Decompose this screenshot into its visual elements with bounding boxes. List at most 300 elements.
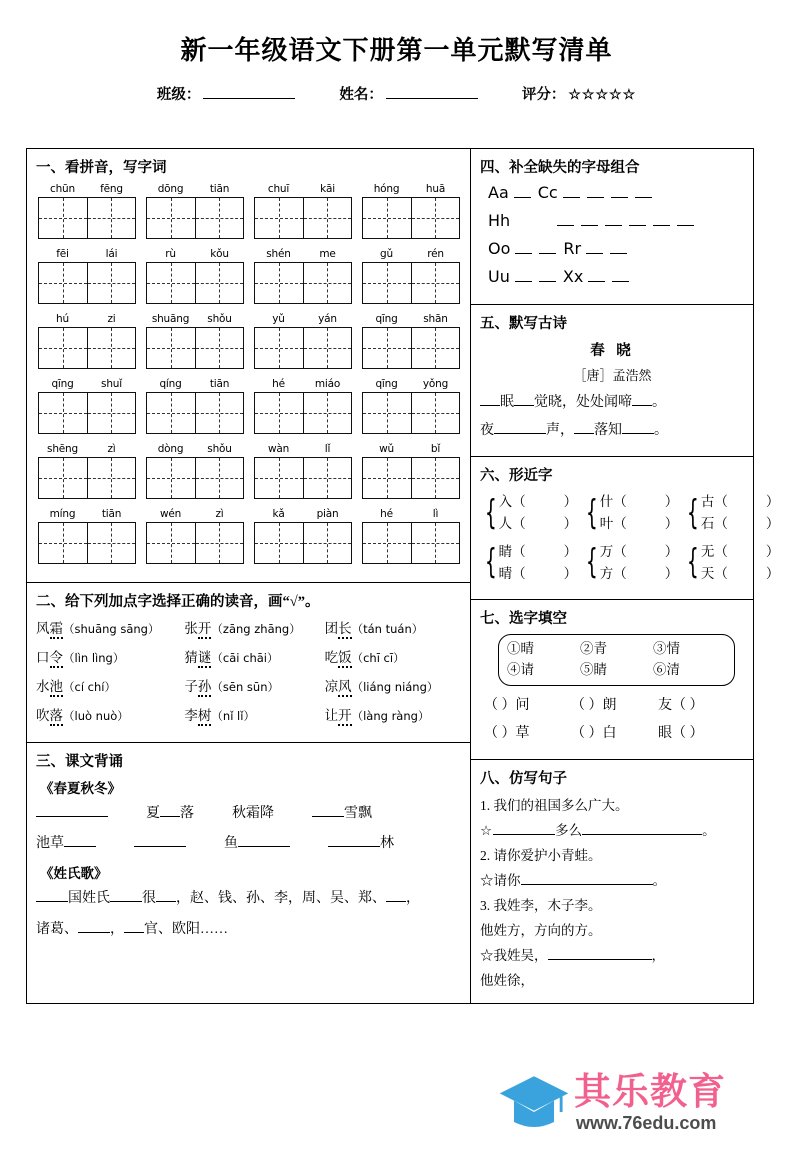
fill-item[interactable]: （ ）白 xyxy=(571,725,617,741)
text1-l1-s3: 落 xyxy=(180,806,194,821)
pinyin-syllable: yán xyxy=(318,313,337,325)
fill-item[interactable]: （ ）朗 xyxy=(571,697,617,713)
letter-blank[interactable] xyxy=(515,243,532,254)
emphasized-char: 开 xyxy=(338,708,352,726)
tianzige-grid[interactable] xyxy=(38,392,136,434)
pinyin-choices[interactable]: （sēn sūn） xyxy=(211,680,280,694)
tianzige-grid[interactable] xyxy=(254,327,352,369)
pinyin-labels xyxy=(146,313,244,325)
letter-blank[interactable] xyxy=(605,215,622,226)
t2-l2a: 诸葛、 xyxy=(36,922,78,937)
text2-line-2 xyxy=(36,918,462,940)
letter-pair: Uu xyxy=(488,267,510,286)
reading-item[interactable] xyxy=(36,675,184,695)
tianzige-cell[interactable] xyxy=(39,393,87,433)
word-prefix: 吃 xyxy=(324,650,339,665)
section-1 xyxy=(27,149,470,582)
tianzige-cell[interactable] xyxy=(303,198,352,238)
fill-line xyxy=(480,694,745,714)
letter-blank[interactable] xyxy=(611,187,628,198)
tianzige-cell[interactable] xyxy=(195,263,244,303)
pinyin-word-group xyxy=(146,183,244,239)
pinyin-syllable: wàn xyxy=(267,443,290,455)
letter-pair: Oo xyxy=(488,239,511,258)
tianzige-cell[interactable] xyxy=(87,198,136,238)
tianzige-cell[interactable] xyxy=(363,328,411,368)
pinyin-labels xyxy=(38,248,136,260)
page-title: 新一年级语文下册第一单元默写清单 xyxy=(180,36,613,65)
tianzige-grid[interactable] xyxy=(38,522,136,564)
tianzige-grid[interactable] xyxy=(254,197,352,239)
word-prefix: 李 xyxy=(184,708,198,723)
reading-item[interactable] xyxy=(36,704,184,724)
tianzige-grid[interactable] xyxy=(146,392,244,434)
char-entry[interactable]: 晴（ ） xyxy=(498,565,578,581)
watermark-brand: 其乐教育 xyxy=(574,1070,726,1112)
tianzige-cell[interactable] xyxy=(39,263,87,303)
pinyin-choices[interactable]: （cí chí） xyxy=(63,680,116,694)
tianzige-grid[interactable] xyxy=(254,262,352,304)
blank[interactable] xyxy=(36,887,68,902)
poem-line-1 xyxy=(480,391,745,411)
right-column xyxy=(471,149,780,1003)
fill-item[interactable]: 友（ ） xyxy=(658,697,704,713)
brace-icon: { xyxy=(586,492,598,533)
tianzige-cell[interactable] xyxy=(363,263,411,303)
pinyin-word-group xyxy=(38,508,136,564)
similar-chars-container xyxy=(480,491,780,584)
brace-icon: { xyxy=(687,492,700,533)
graduation-cap-icon xyxy=(498,1072,570,1132)
char-pair xyxy=(682,491,779,535)
poem-title: 春 晓 xyxy=(590,343,635,359)
pinyin-syllable: qīng xyxy=(375,313,398,325)
pinyin-word-group xyxy=(38,248,136,304)
tianzige-grid[interactable] xyxy=(146,262,244,304)
char-pair xyxy=(581,541,678,585)
letter-blank[interactable] xyxy=(588,271,605,282)
char-entry[interactable]: 无（ ） xyxy=(700,543,780,559)
fill-item[interactable]: 眼（ ） xyxy=(658,725,704,741)
tianzige-cell[interactable] xyxy=(39,198,87,238)
letter-blank[interactable] xyxy=(515,271,532,282)
reading-row xyxy=(36,617,462,637)
emphasized-char: 霜 xyxy=(50,621,64,639)
option-item[interactable]: ⑥清 xyxy=(653,661,680,677)
text1-l2-s3: 鱼 xyxy=(224,836,238,851)
pinyin-syllable: hóng xyxy=(373,183,400,195)
pinyin-choices[interactable]: （liáng niáng） xyxy=(351,680,439,694)
brace-icon: { xyxy=(484,542,497,583)
tianzige-cell[interactable] xyxy=(303,393,352,433)
tianzige-cell[interactable] xyxy=(147,263,195,303)
word-prefix: 水 xyxy=(36,679,50,694)
tianzige-cell[interactable] xyxy=(195,458,244,498)
tianzige-cell[interactable] xyxy=(363,523,411,563)
pinyin-choices[interactable]: （nǐ lǐ） xyxy=(211,709,255,723)
text1-l1-s2: 夏 xyxy=(146,806,160,821)
fill-item[interactable]: （ ）问 xyxy=(484,697,530,713)
section-6-title: 六、形近字 xyxy=(480,468,553,484)
tianzige-cell[interactable] xyxy=(195,328,244,368)
similar-chars-row xyxy=(480,541,780,585)
tianzige-grid[interactable] xyxy=(362,457,460,499)
char-entry[interactable]: 什（ ） xyxy=(599,494,679,509)
section-6 xyxy=(471,456,780,599)
option-item[interactable]: ①晴 xyxy=(507,641,534,657)
blank[interactable] xyxy=(386,887,406,902)
letter-blank[interactable] xyxy=(581,215,598,226)
tianzige-grid[interactable] xyxy=(254,392,352,434)
tianzige-cell[interactable] xyxy=(255,263,303,303)
text1-line-2 xyxy=(36,832,462,852)
pinyin-syllable: lái xyxy=(105,248,118,260)
tianzige-cell[interactable] xyxy=(87,263,136,303)
text2-line-1 xyxy=(36,887,462,909)
pinyin-word-group xyxy=(254,248,352,304)
tianzige-cell[interactable] xyxy=(363,393,411,433)
pinyin-choices[interactable]: （chī cī） xyxy=(351,651,405,665)
char-entry[interactable]: 方（ ） xyxy=(599,565,679,581)
pinyin-syllable: shǒu xyxy=(207,443,232,455)
score-stars: ☆☆☆☆☆ xyxy=(568,88,637,103)
tianzige-grid[interactable] xyxy=(254,457,352,499)
tianzige-cell[interactable] xyxy=(363,458,411,498)
tianzige-cell[interactable] xyxy=(195,523,244,563)
tianzige-cell[interactable] xyxy=(411,263,460,303)
letter-blank[interactable] xyxy=(612,271,629,282)
pinyin-labels xyxy=(38,443,136,455)
letter-blank[interactable] xyxy=(635,187,652,198)
t2-l2c: 官、欧阳…… xyxy=(144,922,228,937)
tianzige-grid[interactable] xyxy=(146,522,244,564)
pinyin-word-group xyxy=(254,378,352,434)
pinyin-syllable: gǔ xyxy=(380,248,393,260)
tianzige-cell[interactable] xyxy=(363,198,411,238)
tianzige-grid[interactable] xyxy=(38,457,136,499)
tianzige-grid[interactable] xyxy=(146,327,244,369)
tianzige-grid[interactable] xyxy=(254,522,352,564)
word-prefix: 口 xyxy=(36,650,50,665)
tianzige-cell[interactable] xyxy=(411,393,460,433)
pinyin-syllable: tiān xyxy=(209,183,230,195)
letter-blank[interactable] xyxy=(563,187,580,198)
poem-l2a: 夜 xyxy=(480,423,494,438)
blank[interactable] xyxy=(493,820,555,835)
pinyin-row xyxy=(36,248,462,304)
blank[interactable] xyxy=(574,419,594,434)
char-entry[interactable]: 石（ ） xyxy=(700,515,780,531)
tianzige-cell[interactable] xyxy=(303,263,352,303)
reading-item[interactable] xyxy=(36,646,184,666)
char-pair xyxy=(480,541,577,585)
tianzige-cell[interactable] xyxy=(87,393,136,433)
tianzige-cell[interactable] xyxy=(255,458,303,498)
letter-blank[interactable] xyxy=(586,243,603,254)
char-entry[interactable]: 睛（ ） xyxy=(498,543,578,559)
fill-blanks-container xyxy=(480,694,745,742)
blank[interactable] xyxy=(514,391,534,406)
pinyin-syllable: rù xyxy=(165,248,176,260)
word-prefix: 猜 xyxy=(184,650,198,665)
pinyin-syllable: shǒu xyxy=(207,313,232,325)
blank[interactable] xyxy=(134,832,186,847)
pinyin-choices[interactable]: （luò nuò） xyxy=(63,709,129,723)
blank[interactable] xyxy=(632,391,652,406)
reading-item[interactable] xyxy=(36,617,184,637)
pinyin-word-group xyxy=(146,378,244,434)
tianzige-cell[interactable] xyxy=(195,393,244,433)
pinyin-labels xyxy=(254,443,352,455)
pinyin-labels xyxy=(362,313,460,325)
blank[interactable] xyxy=(64,832,96,847)
pinyin-syllable: shén xyxy=(266,248,291,260)
tianzige-grid[interactable] xyxy=(362,522,460,564)
pinyin-syllable: shuāng xyxy=(151,313,190,325)
char-entry[interactable]: 叶（ ） xyxy=(599,515,679,531)
reading-item[interactable] xyxy=(325,646,462,666)
letter-blank[interactable] xyxy=(539,243,556,254)
pinyin-syllable: hú xyxy=(56,313,69,325)
text1-l1-s5: 雪飘 xyxy=(344,806,372,821)
name-field xyxy=(339,83,478,104)
pinyin-syllable: fēng xyxy=(100,183,123,195)
tianzige-grid[interactable] xyxy=(146,197,244,239)
pinyin-labels xyxy=(254,508,352,520)
blank[interactable] xyxy=(78,918,110,933)
blank[interactable] xyxy=(160,802,180,817)
text1-line-1 xyxy=(36,802,462,822)
tianzige-cell[interactable] xyxy=(147,458,195,498)
tianzige-cell[interactable] xyxy=(255,393,303,433)
blank[interactable] xyxy=(582,820,702,835)
s8-question-3b: 他姓方，方向的方。 xyxy=(480,922,602,938)
blank[interactable] xyxy=(124,918,144,933)
tianzige-grid[interactable] xyxy=(362,392,460,434)
char-label: 万 xyxy=(599,543,614,559)
poem-l1c: 。 xyxy=(652,395,666,410)
class-field xyxy=(157,83,296,104)
pinyin-choices[interactable]: （làng ràng） xyxy=(351,709,430,723)
tianzige-cell[interactable] xyxy=(411,523,460,563)
pinyin-syllable: lǐ xyxy=(324,443,331,455)
letter-blank[interactable] xyxy=(629,215,646,226)
pinyin-labels xyxy=(362,378,460,390)
tianzige-cell[interactable] xyxy=(39,458,87,498)
letter-pair: Xx xyxy=(562,267,584,286)
blank[interactable] xyxy=(480,391,500,406)
tianzige-grid[interactable] xyxy=(38,262,136,304)
reading-item[interactable] xyxy=(184,704,324,724)
pinyin-row xyxy=(36,378,462,434)
t2-l1d: ， xyxy=(406,891,420,906)
word-prefix: 让 xyxy=(324,708,339,723)
char-entry[interactable]: 万（ ） xyxy=(599,543,679,559)
fill-item[interactable]: （ ）草 xyxy=(484,725,530,741)
pinyin-word-group xyxy=(146,508,244,564)
text1-l2-s1: 池草 xyxy=(36,836,64,851)
class-blank[interactable] xyxy=(203,85,295,99)
letters-container xyxy=(480,183,745,286)
pinyin-grid-container xyxy=(36,183,462,564)
pinyin-choices[interactable]: （shuāng sāng） xyxy=(63,622,160,636)
tianzige-cell[interactable] xyxy=(255,523,303,563)
blank[interactable] xyxy=(622,419,654,434)
char-label: 方 xyxy=(599,565,614,581)
s8-question-3a: 3. 我姓李，木子李。 xyxy=(480,897,602,913)
s8-answer-3-last: 他姓徐， xyxy=(480,972,534,988)
char-entry[interactable]: 天（ ） xyxy=(700,565,780,581)
char-entry[interactable]: 人（ ） xyxy=(498,515,578,531)
tianzige-grid[interactable] xyxy=(362,262,460,304)
tianzige-cell[interactable] xyxy=(411,328,460,368)
section-8-title: 八、仿写句子 xyxy=(480,770,567,787)
poem-line-2 xyxy=(480,419,745,439)
blank[interactable] xyxy=(36,802,108,817)
blank[interactable] xyxy=(521,870,653,885)
option-item[interactable]: ②青 xyxy=(580,641,607,657)
tianzige-cell[interactable] xyxy=(195,198,244,238)
poem-l2c: 落知 xyxy=(594,423,622,438)
pinyin-syllable: tiān xyxy=(101,508,122,520)
pinyin-word-group xyxy=(146,313,244,369)
reading-item[interactable] xyxy=(325,704,462,724)
pinyin-word-group xyxy=(38,313,136,369)
brace-icon: { xyxy=(586,542,598,583)
char-pair xyxy=(480,491,577,535)
pinyin-labels xyxy=(362,508,460,520)
tianzige-cell[interactable] xyxy=(255,198,303,238)
reading-item[interactable] xyxy=(325,675,462,695)
pinyin-syllable: piàn xyxy=(316,508,339,520)
letter-pair: Aa xyxy=(488,183,509,202)
tianzige-grid[interactable] xyxy=(362,197,460,239)
meta-row xyxy=(0,83,793,104)
blank[interactable] xyxy=(328,832,380,847)
text1-l2-s4: 林 xyxy=(380,836,394,851)
s8-a2-pre: ☆请你 xyxy=(480,872,521,888)
option-item[interactable]: ⑤睛 xyxy=(580,661,607,677)
s8-a3-pre: ☆我姓吴， xyxy=(480,947,548,963)
emphasized-char: 开 xyxy=(198,621,212,639)
char-entry[interactable]: 古（ ） xyxy=(700,494,780,509)
pinyin-choices[interactable]: （cāi chāi） xyxy=(211,651,279,665)
blank[interactable] xyxy=(494,419,546,434)
tianzige-cell[interactable] xyxy=(87,328,136,368)
poem-author: ［唐］孟浩然 xyxy=(573,368,652,383)
tianzige-grid[interactable] xyxy=(362,327,460,369)
char-pair-column xyxy=(600,541,679,585)
tianzige-cell[interactable] xyxy=(87,523,136,563)
section-4-title: 四、补全缺失的字母组合 xyxy=(480,160,640,176)
pinyin-choices[interactable]: （zāng zhāng） xyxy=(211,622,301,636)
section-2-title: 二、给下列加点字选择正确的读音，画“√”。 xyxy=(36,594,320,610)
tianzige-cell[interactable] xyxy=(303,458,352,498)
char-label: 睛 xyxy=(498,543,513,559)
blank[interactable] xyxy=(238,832,290,847)
pinyin-row xyxy=(36,443,462,499)
reading-row xyxy=(36,675,462,695)
pinyin-labels xyxy=(146,508,244,520)
blank[interactable] xyxy=(312,802,344,817)
tianzige-cell[interactable] xyxy=(255,328,303,368)
option-item[interactable]: ④请 xyxy=(507,661,534,677)
reading-item[interactable] xyxy=(184,617,324,637)
letter-blank[interactable] xyxy=(677,215,694,226)
letter-pair: Rr xyxy=(563,239,582,258)
letter-blank[interactable] xyxy=(539,271,556,282)
pinyin-syllable: tiān xyxy=(209,378,230,390)
pinyin-labels xyxy=(362,443,460,455)
letter-blank[interactable] xyxy=(653,215,670,226)
option-item[interactable]: ③情 xyxy=(653,641,680,657)
tianzige-cell[interactable] xyxy=(303,523,352,563)
blank[interactable] xyxy=(110,887,142,902)
tianzige-cell[interactable] xyxy=(147,523,195,563)
option-line xyxy=(507,660,726,680)
pinyin-choices[interactable]: （tán tuán） xyxy=(351,622,424,636)
char-pair-column xyxy=(499,491,578,535)
tianzige-cell[interactable] xyxy=(411,458,460,498)
tianzige-cell[interactable] xyxy=(39,328,87,368)
letter-blank[interactable] xyxy=(514,187,531,198)
char-entry[interactable]: 入（ ） xyxy=(498,494,578,509)
letter-blank[interactable] xyxy=(610,243,627,254)
letter-blank[interactable] xyxy=(587,187,604,198)
tianzige-grid[interactable] xyxy=(38,197,136,239)
pinyin-choices[interactable]: （lìn lìng） xyxy=(63,651,125,665)
pinyin-syllable: wén xyxy=(159,508,182,520)
name-blank[interactable] xyxy=(386,85,478,99)
tianzige-cell[interactable] xyxy=(147,198,195,238)
section-3-title: 三、课文背诵 xyxy=(36,754,123,770)
letter-row xyxy=(480,183,745,202)
pinyin-syllable: shuǐ xyxy=(101,378,122,390)
tianzige-cell[interactable] xyxy=(147,328,195,368)
text1-l1-s4: 秋霜降 xyxy=(232,806,274,821)
pinyin-word-group xyxy=(362,378,460,434)
reading-item[interactable] xyxy=(325,617,462,637)
tianzige-cell[interactable] xyxy=(39,523,87,563)
letter-blank[interactable] xyxy=(557,215,574,226)
section-5 xyxy=(471,304,753,456)
pinyin-word-group xyxy=(254,508,352,564)
blank[interactable] xyxy=(156,887,176,902)
blank[interactable] xyxy=(548,945,652,960)
tianzige-cell[interactable] xyxy=(87,458,136,498)
char-label: 人 xyxy=(498,515,513,531)
tianzige-cell[interactable] xyxy=(147,393,195,433)
pinyin-word-group xyxy=(362,248,460,304)
reading-choice-container xyxy=(36,617,462,724)
tianzige-cell[interactable] xyxy=(411,198,460,238)
emphasized-char: 孙 xyxy=(198,679,212,697)
pinyin-word-group xyxy=(146,248,244,304)
emphasized-char: 落 xyxy=(50,708,64,726)
pinyin-labels xyxy=(38,508,136,520)
s8-a1-mid: 多么 xyxy=(555,822,583,838)
section-2 xyxy=(27,582,470,742)
reading-item[interactable] xyxy=(184,675,324,695)
tianzige-grid[interactable] xyxy=(146,457,244,499)
reading-item[interactable] xyxy=(184,646,324,666)
brace-icon: { xyxy=(687,542,700,583)
letter-row xyxy=(480,239,745,258)
pinyin-word-group xyxy=(362,183,460,239)
tianzige-grid[interactable] xyxy=(38,327,136,369)
tianzige-cell[interactable] xyxy=(303,328,352,368)
letter-row xyxy=(480,211,745,230)
